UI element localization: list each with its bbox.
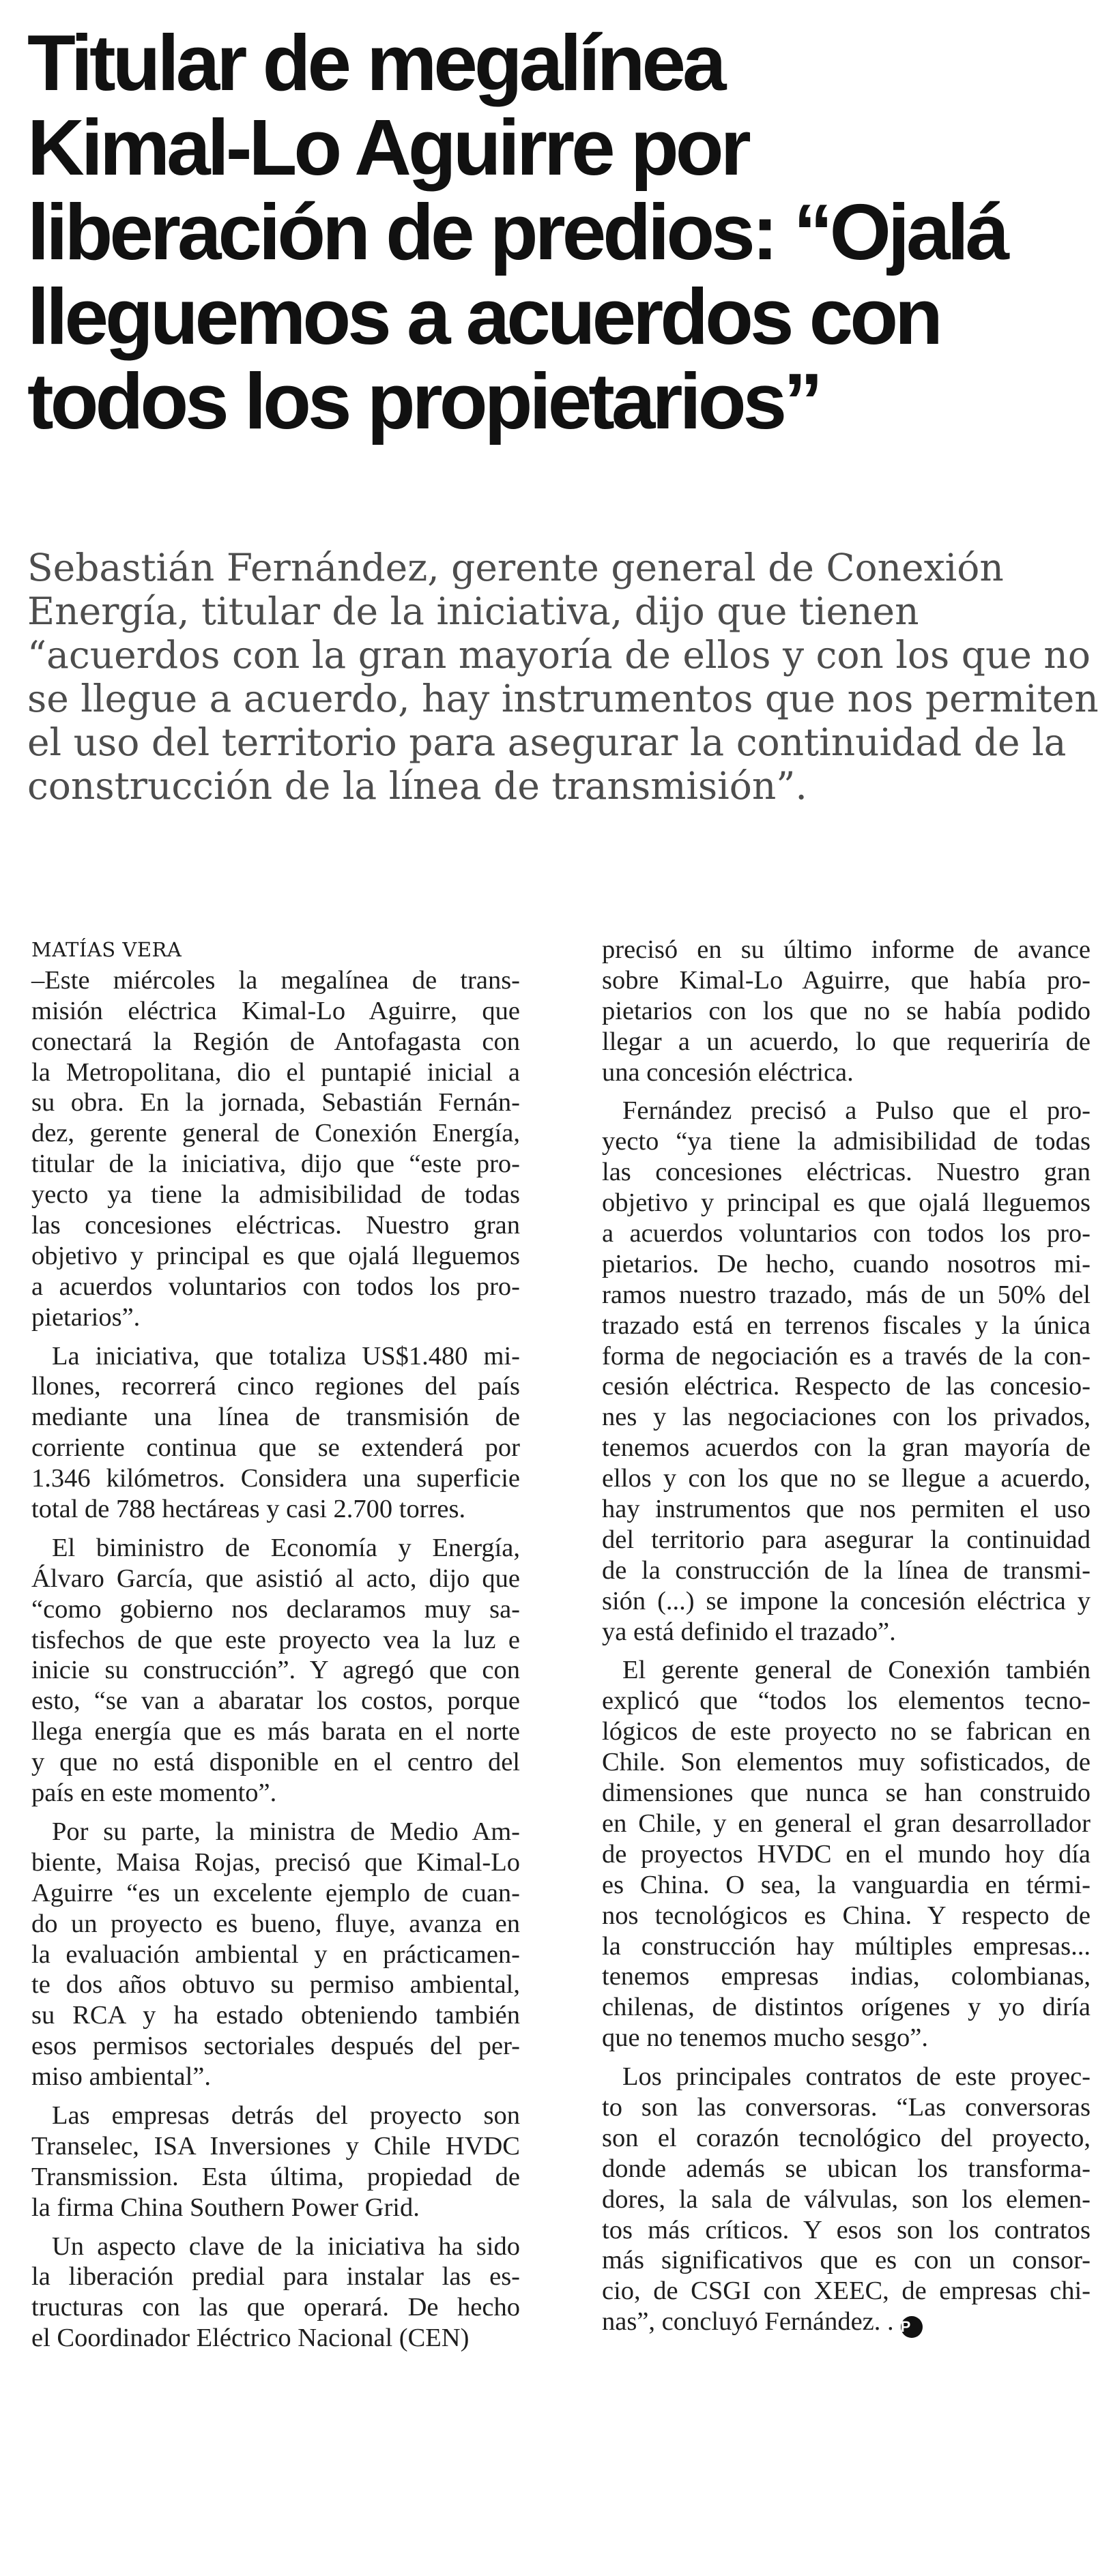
text-line: esos permisos sectoriales después del per-: [31, 2032, 520, 2061]
headline-line: Kimal-Lo Aguirre por: [27, 103, 748, 192]
text-line: 1.346 kilómetros. Considera una superficie: [31, 1464, 520, 1493]
article-paragraph: [31, 2101, 520, 2223]
text-line: de proyectos HVDC en el mundo hoy día: [602, 1839, 1091, 1869]
text-line: cesión eléctrica. Respecto de las concesio-: [602, 1372, 1091, 1401]
article-paragraph: [31, 1341, 520, 1525]
text-line: precisó en su último informe de avance: [602, 935, 1091, 964]
text-line: a acuerdos voluntarios con todos los pro-: [602, 1219, 1091, 1248]
text-line: “como gobierno nos declaramos muy sa-: [31, 1594, 520, 1624]
text-line: de la construcción de la línea de transmi-: [602, 1555, 1091, 1585]
headline-line: todos los propietarios”: [27, 357, 820, 445]
text-line: La iniciativa, que totaliza US$1.480 mi-: [52, 1341, 520, 1371]
text-line: El biministro de Economía y Energía,: [52, 1533, 520, 1562]
text-line: tructuras con las que operará. De hecho: [31, 2293, 520, 2322]
text-line: titular de la iniciativa, dijo que “este pro-: [31, 1150, 520, 1179]
article-paragraph: [31, 1817, 520, 2092]
text-line: Un aspecto clave de la iniciativa ha sido: [52, 2231, 520, 2261]
text-line: las concesiones eléctricas. Nuestro gran: [31, 1211, 520, 1240]
article-paragraph: [31, 1533, 520, 1809]
text-line: corriente continua que se extenderá por: [31, 1433, 520, 1463]
text-line: explicó que “todos los elementos tecno-: [602, 1686, 1091, 1716]
text-line: llegar a un acuerdo, lo que requeriría de: [602, 1027, 1091, 1056]
text-line: nos tecnológicos es China. Y respecto de: [602, 1901, 1091, 1930]
left-column-body: [31, 965, 520, 2354]
text-line: y que no está disponible en el centro del: [31, 1748, 520, 1777]
text-line: yecto “ya tiene la admisibilidad de todas: [602, 1127, 1091, 1156]
headline-line: liberación de predios: “Ojalá: [27, 188, 1007, 276]
right-column-body: [602, 935, 1091, 2337]
text-line: Chile. Son elementos muy sofisticados, de: [602, 1748, 1091, 1777]
text-line: objetivo y principal es que ojalá lleguemos: [602, 1188, 1091, 1218]
text-line: tenemos empresas indias, colombianas,: [602, 1962, 1091, 1991]
text-line: la firma China Southern Power Grid.: [31, 2193, 420, 2222]
text-line: –Este miércoles la megalínea de trans-: [31, 965, 520, 995]
text-line: sobre Kimal-Lo Aguirre, que había pro-: [602, 965, 1091, 995]
headline-line: lleguemos a acuerdos con: [27, 272, 940, 361]
text-line: Las empresas detrás del proyecto son: [52, 2101, 520, 2130]
text-line: do un proyecto es bueno, fluye, avanza en: [31, 1909, 520, 1938]
text-line: la evaluación ambiental y en prácticamen-: [31, 1940, 520, 1969]
text-line: la construcción hay múltiples empresas...: [602, 1931, 1091, 1961]
text-line: ya está definido el trazado”.: [602, 1617, 896, 1646]
text-line: pietarios. De hecho, cuando nosotros mi-: [602, 1249, 1091, 1278]
text-line: esto, “se van a abaratar los costos, porque: [31, 1686, 520, 1716]
text-line: objetivo y principal es que ojalá lleguemos: [31, 1241, 520, 1270]
text-line: Por su parte, la ministra de Medio Am-: [52, 1817, 520, 1846]
text-line: su RCA y ha estado obteniendo también: [31, 2001, 520, 2030]
text-line: donde además se ubican los transforma-: [602, 2154, 1091, 2183]
text-line: la Metropolitana, dio el puntapié inicial a: [31, 1057, 520, 1087]
article-paragraph: [602, 1655, 1091, 2053]
text-line: Aguirre “es un excelente ejemplo de cuan-: [31, 1878, 520, 1907]
deck-line: se llegue a acuerdo, hay instrumentos que nos permiten: [27, 677, 1099, 720]
article-column-right: [602, 935, 1091, 2345]
text-line: Transelec, ISA Inversiones y Chile HVDC: [31, 2131, 520, 2161]
text-line: miso ambiental”.: [31, 2062, 212, 2092]
text-line: ellos y con los que no se llegue a acuerdo,: [602, 1464, 1091, 1493]
article-paragraph: [602, 935, 1091, 1087]
article-paragraph: [602, 2062, 1091, 2337]
text-line: en Chile, y en general el gran desarrollador: [602, 1809, 1091, 1838]
text-line: El gerente general de Conexión también: [622, 1656, 1091, 1685]
text-line: pietarios”.: [31, 1302, 141, 1332]
deck-summary: [27, 546, 1099, 808]
article-paragraph: [31, 2231, 520, 2354]
text-line: Álvaro García, que asistió al acto, dijo que: [31, 1564, 520, 1593]
text-line: trazado está en terrenos fiscales y la única: [602, 1311, 1091, 1340]
article-column-left: [31, 935, 520, 2362]
deck-line: construcción de la línea de transmisión”.: [27, 764, 807, 808]
text-line: una concesión eléctrica.: [602, 1057, 854, 1087]
text-line: que no tenemos mucho sesgo”.: [602, 2023, 928, 2053]
text-line: yecto ya tiene la admisibilidad de todas: [31, 1180, 520, 1210]
text-line: to son las conversoras. “Las conversoras: [602, 2092, 1091, 2122]
text-line: Fernández precisó a Pulso que el pro-: [622, 1096, 1091, 1126]
text-line: su obra. En la jornada, Sebastián Fernán-: [31, 1088, 520, 1117]
text-line: total de 788 hectáreas y casi 2.700 torres.: [31, 1495, 466, 1524]
text-line: Transmission. Esta última, propiedad de: [31, 2162, 520, 2191]
end-mark-icon: P: [901, 2316, 923, 2338]
text-line: llega energía que es más barata en el norte: [31, 1717, 520, 1746]
text-line: nas”, concluyó Fernández. . P: [602, 2307, 1091, 2337]
text-line: la liberación predial para instalar las es-: [31, 2262, 520, 2292]
text-line: te dos años obtuvo su permiso ambiental,: [31, 1970, 520, 2000]
text-line: tos más críticos. Y esos son los contratos: [602, 2215, 1091, 2244]
text-line: pietarios con los que no se había podido: [602, 996, 1091, 1025]
text-line: tisfechos de que este proyecto vea la luz e: [31, 1625, 520, 1654]
text-line: tenemos acuerdos con la gran mayoría de: [602, 1433, 1091, 1463]
headline-line: Titular de megalínea: [27, 18, 723, 107]
text-line: sión (...) se impone la concesión eléctrica y: [602, 1586, 1091, 1615]
text-line: Los principales contratos de este proyec-: [622, 2062, 1091, 2092]
text-line: más significativos que es con un consor-: [602, 2246, 1091, 2275]
deck-line: el uso del territorio para asegurar la continuidad de la: [27, 720, 1067, 764]
text-line: país en este momento”.: [31, 1779, 277, 1808]
article-paragraph: [31, 965, 520, 1333]
text-line: a acuerdos voluntarios con todos los pro-: [31, 1272, 520, 1301]
text-line: mediante una línea de transmisión de: [31, 1403, 520, 1432]
text-line: chilenas, de distintos orígenes y yo diría: [602, 1993, 1091, 2022]
headline: [27, 20, 1092, 443]
deck-line: Sebastián Fernández, gerente general de Conexión: [27, 546, 1004, 589]
article-paragraph: [602, 1096, 1091, 1647]
deck-line: “acuerdos con la gran mayoría de ellos y con los que no: [27, 633, 1091, 677]
deck-line: Energía, titular de la iniciativa, dijo que tienen: [27, 589, 919, 633]
text-line: biente, Maisa Rojas, precisó que Kimal-Lo: [31, 1847, 520, 1877]
byline: MATÍAS VERA: [31, 938, 182, 961]
text-line: las concesiones eléctricas. Nuestro gran: [602, 1158, 1091, 1187]
text-line: dimensiones que nunca se han construido: [602, 1779, 1091, 1808]
text-line: nes y las negociaciones con los privados,: [602, 1403, 1091, 1432]
text-line: dores, la sala de válvulas, son los elemen-: [602, 2184, 1091, 2214]
text-line: conectará la Región de Antofagasta con: [31, 1027, 520, 1056]
text-line: ramos nuestro trazado, más de un 50% del: [602, 1280, 1091, 1309]
text-line: inicie su construcción”. Y agregó que con: [31, 1656, 520, 1685]
text-line: cio, de CSGI con XEEC, de empresas chi-: [602, 2277, 1091, 2306]
text-line: lógicos de este proyecto no se fabrican en: [602, 1717, 1091, 1746]
text-line: llones, recorrerá cinco regiones del país: [31, 1372, 520, 1401]
text-line: forma de negociación es a través de la con-: [602, 1341, 1091, 1371]
text-line: misión eléctrica Kimal-Lo Aguirre, que: [31, 996, 520, 1025]
text-line: dez, gerente general de Conexión Energía,: [31, 1119, 520, 1148]
text-line: hay instrumentos que nos permiten el uso: [602, 1495, 1091, 1524]
text-line: el Coordinador Eléctrico Nacional (CEN): [31, 2324, 470, 2353]
text-line: del territorio para asegurar la continuidad: [602, 1525, 1091, 1554]
text-line: es China. O sea, la vanguardia en térmi-: [602, 1870, 1091, 1899]
text-line: son el corazón tecnológico del proyecto,: [602, 2123, 1091, 2152]
